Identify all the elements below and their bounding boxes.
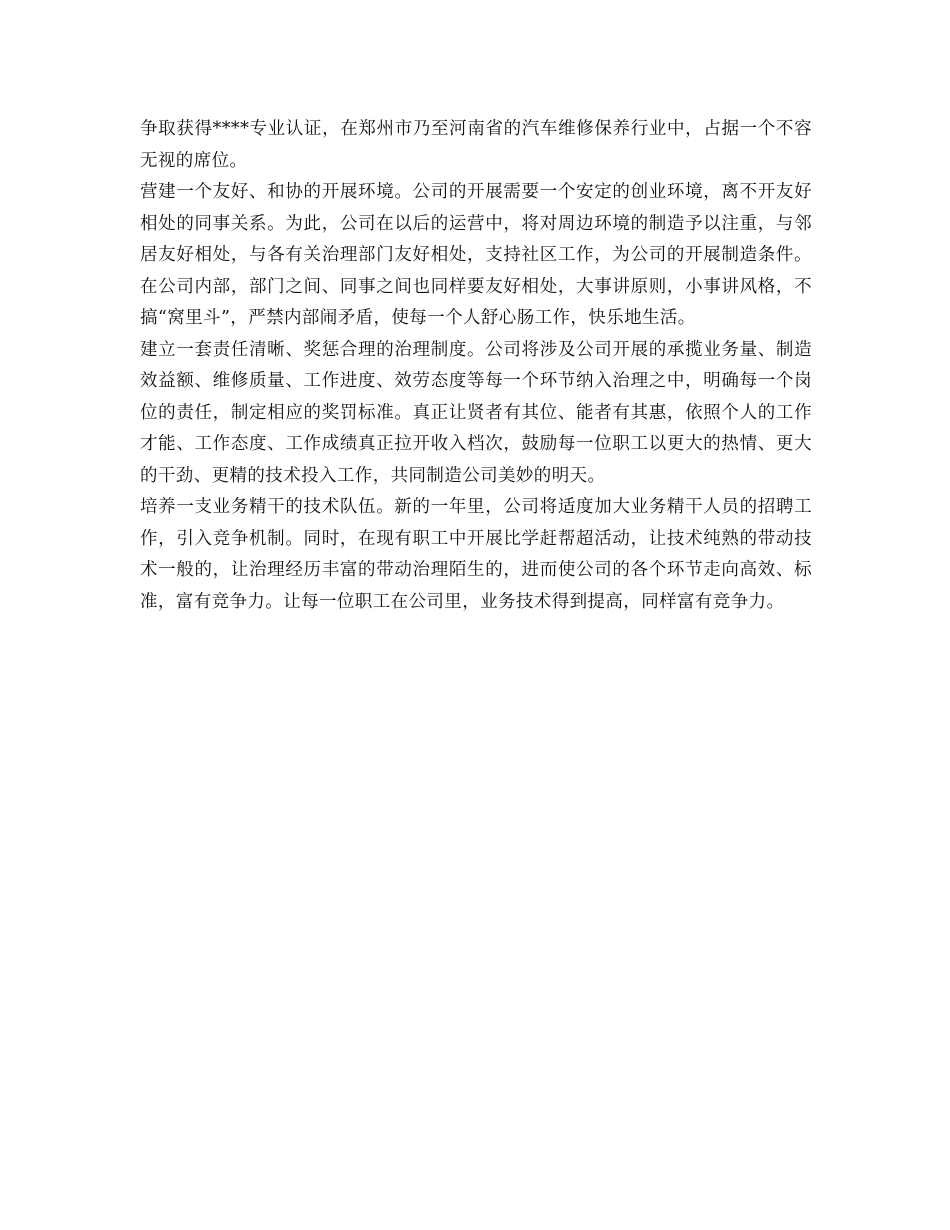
paragraph-certification: 争取获得****专业认证，在郑州市乃至河南省的汽车维修保养行业中，占据一个不容无视的席位。 bbox=[140, 119, 812, 171]
paragraph-management-system: 建立一套责任清晰、奖惩合理的治理制度。公司将涉及公司开展的承揽业务量、制造效益额、维修质量、工作进度、效劳态度等每一个环节纳入治理之中，明确每一个岗位的责任，制定相应的奖罚标准。真正让贤者有其位、能者有其惠，依照个人的工作才能、工作态度、工作成绩真正拉开收入档次，鼓励每一位职工以更大的热情、更大的干劲、更精的技术投入工作，共同制造公司美妙的明天。 bbox=[140, 339, 812, 486]
paragraph-environment: 营建一个友好、和协的开展环境。公司的开展需要一个安定的创业环境，离不开友好相处的同事关系。为此，公司在以后的运营中，将对周边环境的制造予以注重，与邻居友好相处，与各有关治理部门友好相处，支持社区工作，为公司的开展制造条件。在公司内部，部门之间、同事之间也同样要友好相处，大事讲原则，小事讲风格，不搞“窝里斗”，严禁内部闹矛盾，使每一个人舒心肠工作，快乐地生活。 bbox=[140, 182, 812, 328]
paragraph-technical-team: 培养一支业务精干的技术队伍。新的一年里，公司将适度加大业务精干人员的招聘工作，引入竞争机制。同时，在现有职工中开展比学赶帮超活动，让技术纯熟的带动技术一般的，让治理经历丰富的带动治理陌生的，进而使公司的各个环节走向高效、标准，富有竞争力。让每一位职工在公司里，业务技术得到提高，同样富有竞争力。 bbox=[140, 497, 812, 612]
document-body bbox=[140, 114, 812, 618]
